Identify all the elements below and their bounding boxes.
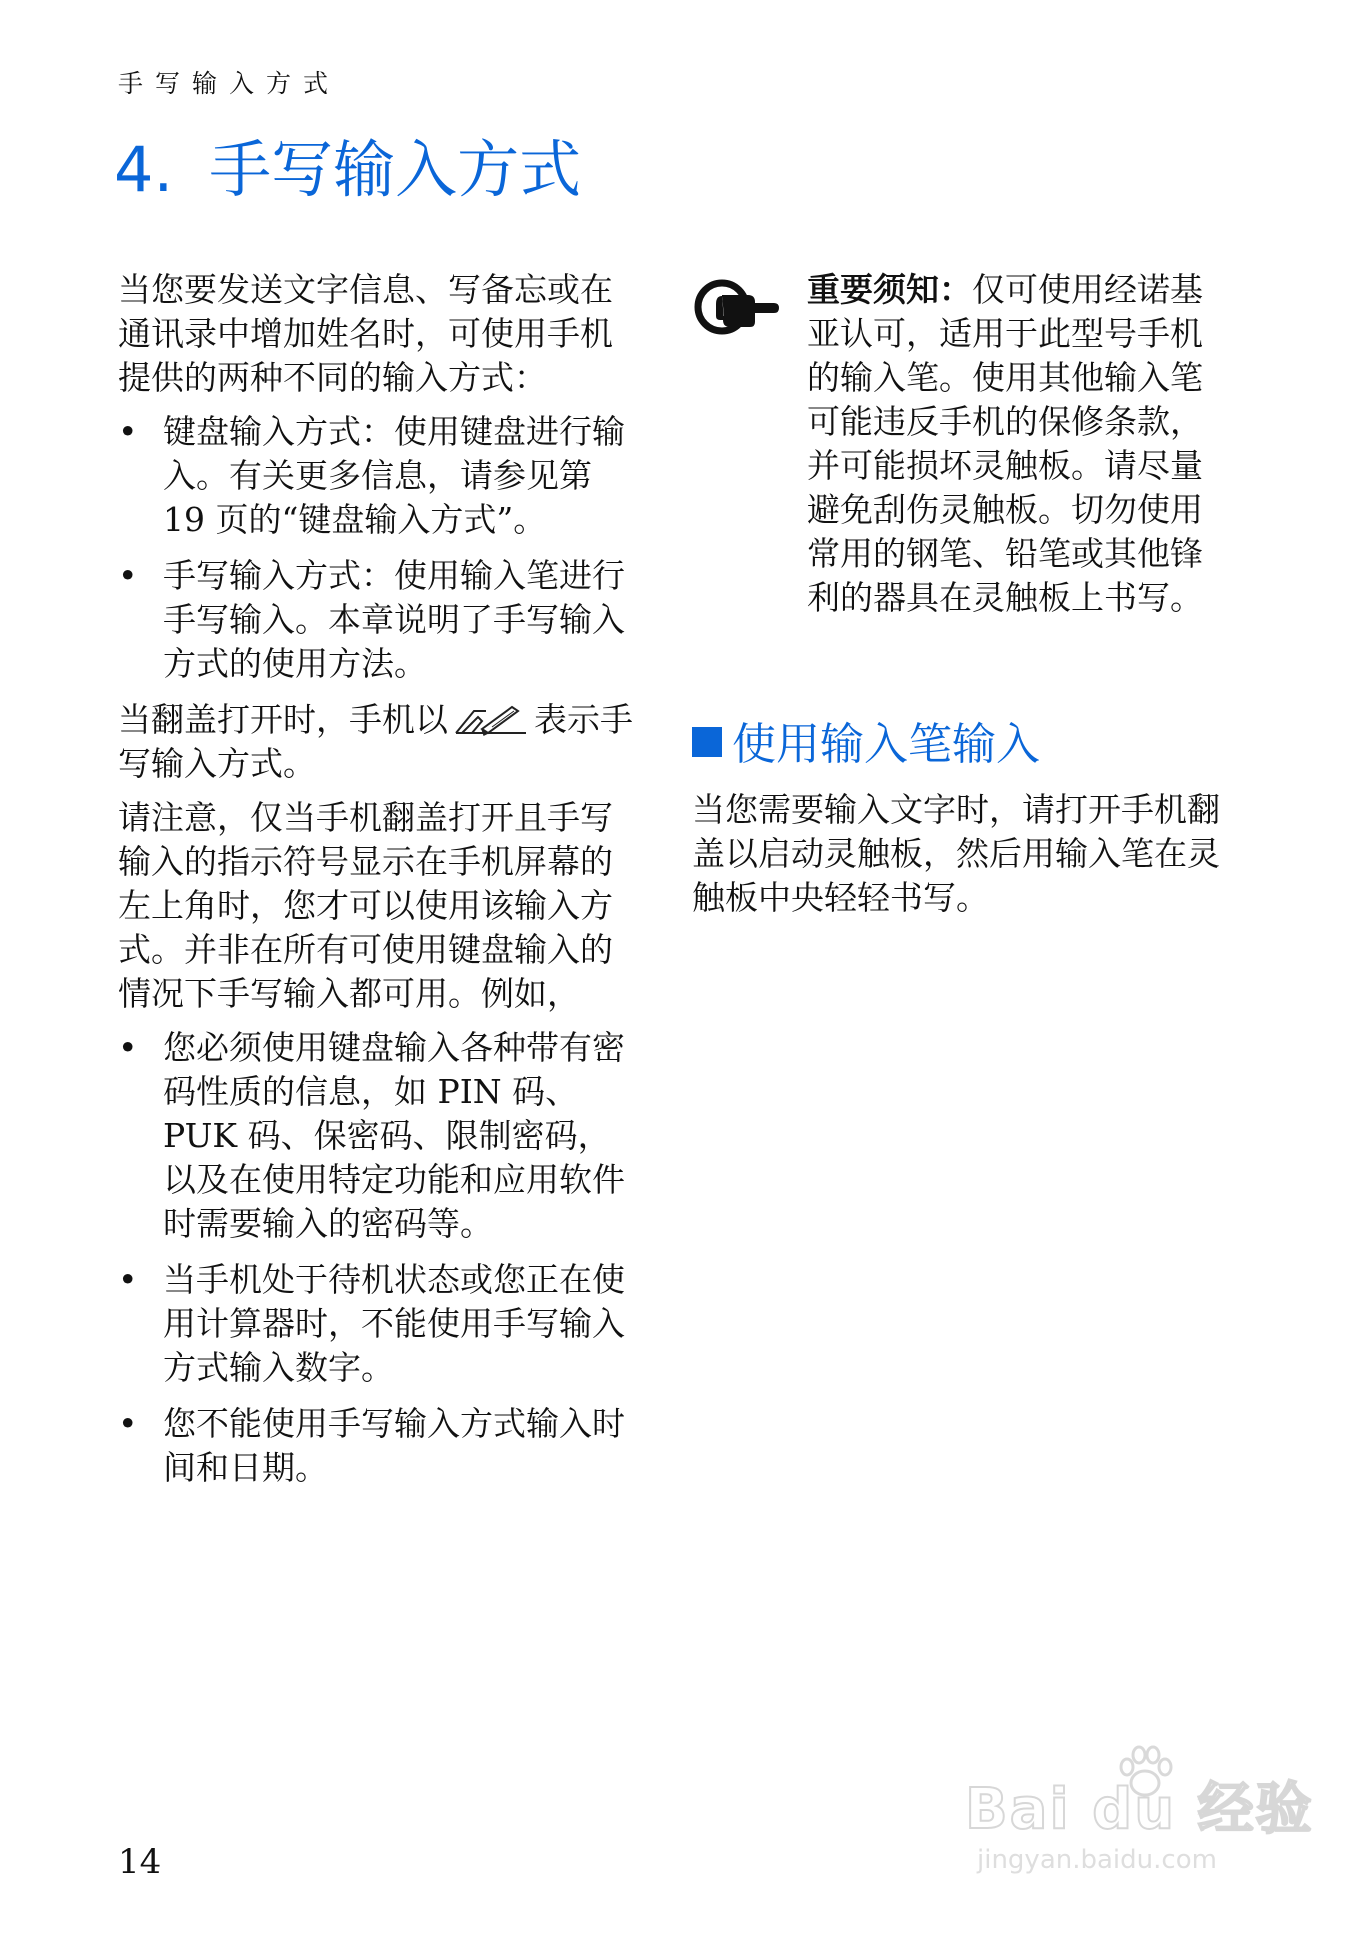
indicator-text-after: 表示手写输入方式。 (118, 700, 633, 783)
bullet: • (118, 1404, 138, 1443)
chapter-number: 4. (114, 133, 174, 206)
notice-hand-icon (692, 276, 780, 338)
section-heading (692, 716, 1222, 774)
section-body: 当您需要输入文字时，请打开手机翻盖以启动灵触板，然后用输入笔在灵触板中央轻轻书写。 (692, 790, 1220, 917)
bullet: • (118, 556, 138, 595)
examples-list (118, 1026, 638, 1490)
list-item-text: 手写输入方式：使用输入笔进行手写输入。本章说明了手写输入方式的使用方法。 (163, 556, 625, 683)
section-title: 使用输入笔输入 (732, 719, 1040, 770)
notice-text (807, 268, 1222, 620)
intro-paragraph: 当您要发送文字信息、写备忘或在通讯录中增加姓名时，可使用手机提供的两种不同的输入方式： (118, 270, 613, 397)
input-methods-list (118, 410, 638, 686)
notice-body: 仅可使用经诺基亚认可，适用于此型号手机的输入笔。使用其他输入笔可能违反手机的保修条款，并可能损坏灵触板。请尽量避免刮伤灵触板。切勿使用常用的钢笔、铅笔或其他锋利的器具在灵触板上书写。 (807, 270, 1203, 617)
running-header: 手写输入方式 (118, 69, 341, 98)
list-item (118, 1402, 638, 1490)
list-item (118, 1258, 638, 1390)
list-item-text: 您必须使用键盘输入各种带有密码性质的信息，如 PIN 码、PUK 码、保密码、限制密码，以及在使用特定功能和应用软件时需要输入的密码等。 (163, 1028, 625, 1243)
bullet: • (118, 412, 138, 451)
list-item (118, 554, 638, 686)
handwriting-pen-icon (452, 703, 530, 737)
right-column (692, 268, 1222, 930)
indicator-paragraph (118, 698, 638, 786)
chapter-title (114, 130, 581, 210)
left-column (118, 268, 638, 1502)
watermark (965, 1745, 1314, 1895)
chapter-title-text: 手写输入方式 (209, 133, 582, 206)
important-notice (692, 268, 1222, 668)
section-marker (692, 727, 722, 757)
watermark-url: jingyan.baidu.com (977, 1845, 1217, 1875)
indicator-text-before: 当翻盖打开时，手机以 (118, 700, 448, 739)
bullet: • (118, 1260, 138, 1299)
list-item-text: 您不能使用手写输入方式输入时间和日期。 (163, 1404, 625, 1487)
bullet: • (118, 1028, 138, 1067)
notice-lead: 重要须知： (807, 270, 972, 309)
watermark-logo: Bai du 经验 (965, 1777, 1314, 1842)
note-paragraph: 请注意，仅当手机翻盖打开且手写输入的指示符号显示在手机屏幕的左上角时，您才可以使用该输入方式。并非在所有可使用键盘输入的情况下手写输入都可用。例如， (118, 798, 613, 1013)
list-item (118, 410, 638, 542)
list-item-text: 当手机处于待机状态或您正在使用计算器时，不能使用手写输入方式输入数字。 (163, 1260, 625, 1387)
list-item (118, 1026, 638, 1246)
page-number: 14 (118, 1842, 162, 1882)
list-item-text: 键盘输入方式：使用键盘进行输入。有关更多信息，请参见第 19 页的“键盘输入方式”。 (163, 412, 625, 539)
